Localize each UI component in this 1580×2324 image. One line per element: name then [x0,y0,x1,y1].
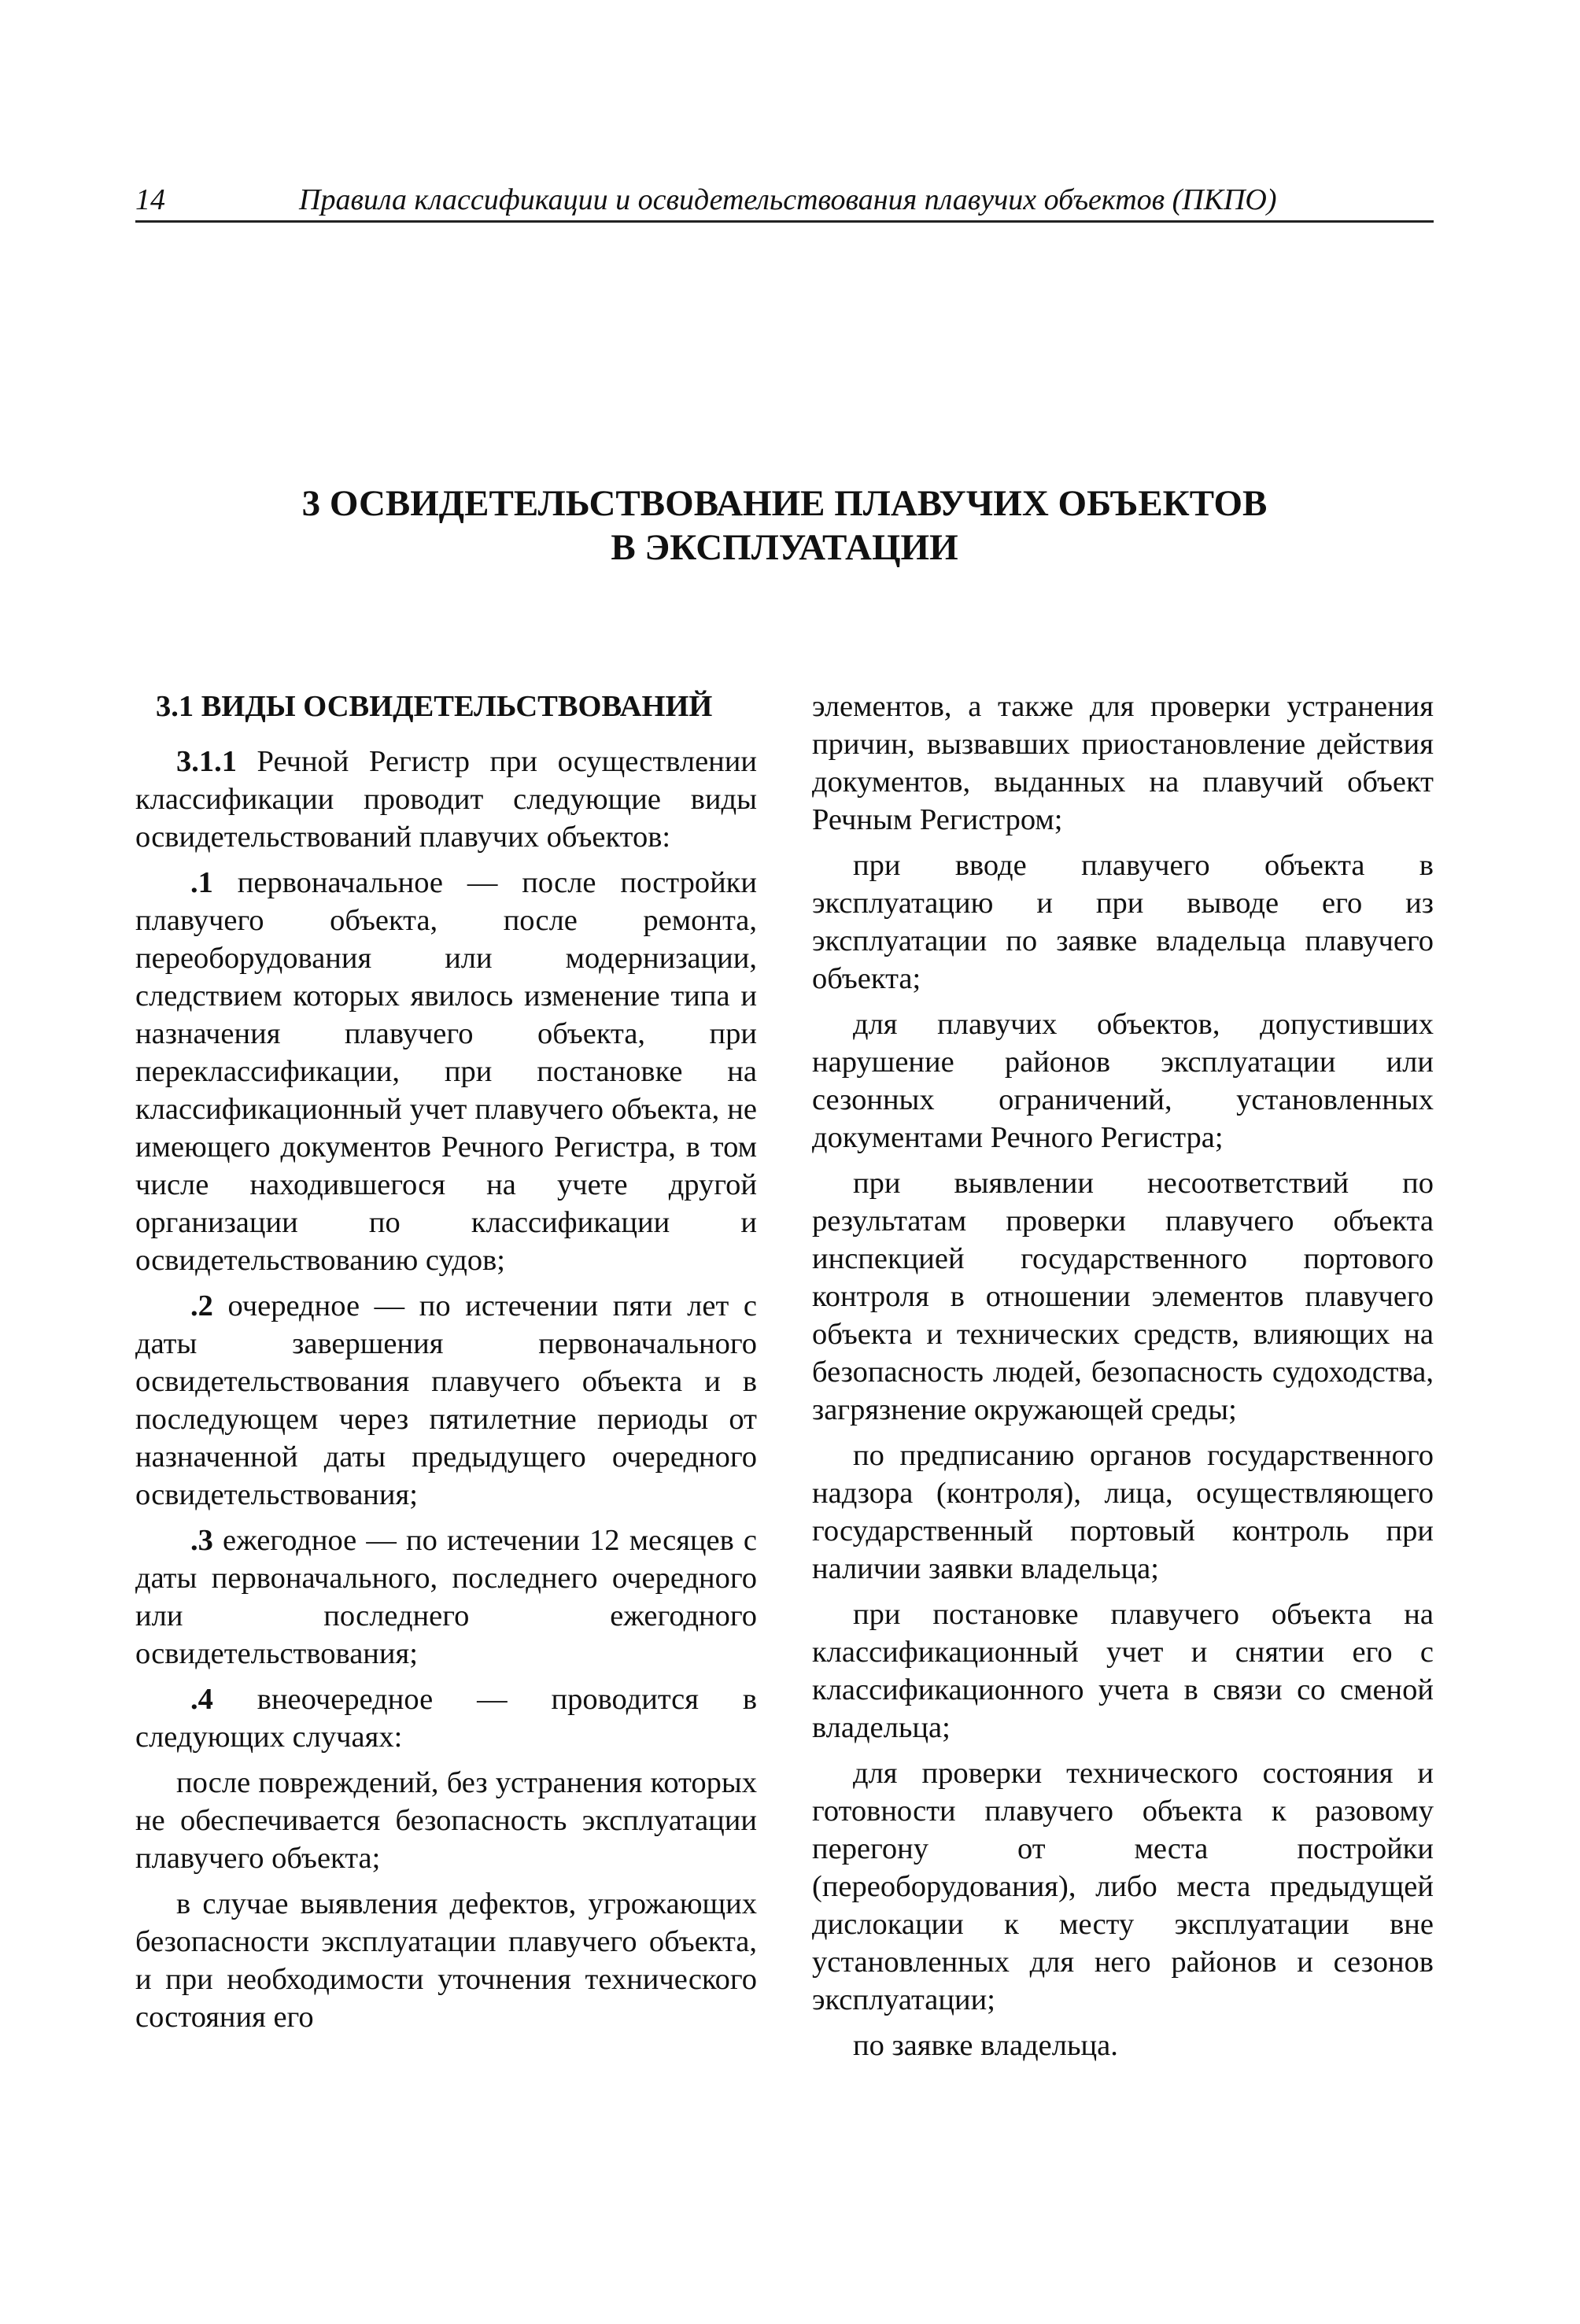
item-number: .3 [190,1524,213,1557]
paragraph-number: 3.1.1 [176,745,237,778]
case-paragraph: в случае выявления дефектов, угрожающих безопасности эксплуатации плавучего объекта, и при необходимости уточнения технического состояния его [135,1887,757,2034]
case-paragraph: по заявке владельца. [853,2029,1118,2062]
case-paragraph: при вводе плавучего объекта в эксплуатацию и при выводе его из эксплуатации по заявке владельца плавучего объекта; [812,849,1434,995]
list-item-4 [135,1680,757,1756]
chapter-title-line-2: В ЭКСПЛУАТАЦИИ [611,527,958,568]
item-text: ежегодное — по истечении 12 месяцев с даты первоначального, последнего очередного или последнего ежегодного освидетельствования; [135,1524,757,1670]
list-item-3 [135,1522,757,1673]
case-paragraph: при постановке плавучего объекта на классификационный учет и снятии его с классификационного учета в связи со сменой владельца; [812,1598,1434,1744]
section-heading: 3.1 ВИДЫ ОСВИДЕТЕЛЬСТВОВАНИЙ [156,690,713,723]
paragraph-3-1-1 [135,743,757,856]
paragraph-text: Речной Регистр при осуществлении классификации проводит следующие виды освидетельствований плавучих объектов: [135,745,757,854]
right-column [812,688,1434,2072]
case-paragraph: по предписанию органов государственного надзора (контроля), лица, осуществляющего государственный портовый контроль при наличии заявки владельца; [812,1439,1434,1585]
case-paragraph: после повреждений, без устранения которых не обеспечивается безопасность эксплуатации плавучего объекта; [135,1766,757,1875]
case-paragraph: при выявлении несоответствий по результатам проверки плавучего объекта инспекцией государственного портового контроля в отношении элементов плавучего объекта и технических средств, влияющих на безопасность людей, безопасность судоходства, загрязнение окружающей среды; [812,1167,1434,1426]
continuation-paragraph: элементов, а также для проверки устранения причин, вызвавших приостановление действия документов, выданных на плавучий объект Речным Регистром; [812,690,1434,836]
case-paragraph: для плавучих объектов, допустивших нарушение районов эксплуатации или сезонных ограничений, установленных документами Речного Регистра; [812,1008,1434,1154]
chapter-title-line-1: 3 ОСВИДЕТЕЛЬСТВОВАНИЕ ПЛАВУЧИХ ОБЪЕКТОВ [301,483,1268,524]
list-item-2 [135,1287,757,1514]
left-column [135,688,757,2044]
running-header [135,184,1434,223]
list-item-1 [135,864,757,1279]
item-number: .4 [190,1683,213,1716]
case-paragraph: для проверки технического состояния и готовности плавучего объекта к разовому перегону от места постройки (переоборудования), либо места предыдущей дислокации к месту эксплуатации вне установленных для него районов и сезонов эксплуатации; [812,1757,1434,2016]
running-title: Правила классификации и освидетельствования плавучих объектов (ПКПО) [299,183,1277,216]
item-number: .2 [190,1289,213,1322]
chapter-title [135,481,1434,570]
item-text: очередное — по истечении пяти лет с даты завершения первоначального освидетельствования плавучего объекта и в последующем через пятилетние периоды от назначенной даты предыдущего очередного освидетельствования; [135,1289,757,1511]
page-number: 14 [135,183,165,216]
item-number: .1 [190,866,213,899]
item-text: первоначальное — после постройки плавучего объекта, после ремонта, переоборудования или модернизации, следствием которых явилось изменение типа и назначения плавучего объекта, при переклассификации, при постановке на классификационный учет плавучего объекта, не имеющего документов Речного Регистра, в том числе находившегося на учете другой организации по классификации и освидетельствованию судов; [135,866,757,1277]
item-text: внеочередное — проводится в следующих случаях: [135,1683,757,1754]
